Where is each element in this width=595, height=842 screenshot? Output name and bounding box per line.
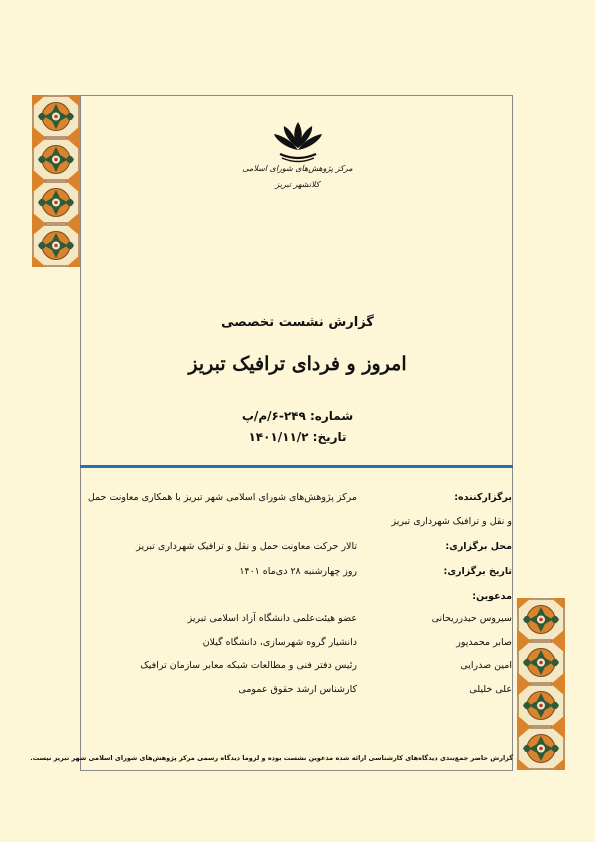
invitee-name: سیروس حیدرریحانی bbox=[431, 613, 512, 624]
invitees-label: مدعوین: bbox=[472, 591, 512, 602]
logo-text-city: کلانشهر تبریز bbox=[275, 180, 320, 189]
report-title: امروز و فردای ترافیک تبریز bbox=[188, 353, 407, 375]
invitee-name: علی خلیلی bbox=[469, 684, 512, 695]
invitee-name: امین صدرایی bbox=[460, 660, 512, 671]
venue-label: محل برگزاری: bbox=[445, 541, 512, 552]
organizer-value-line2: و نقل و ترافیک شهرداری تبریز bbox=[391, 516, 512, 527]
report-number: شماره: ۲۴۹-۶/م/پ bbox=[241, 409, 354, 423]
disclaimer-footnote: گزارش حاضر جمع‌بندی دیدگاه‌های کارشناسی ارائه شده مدعوین نشست بوده و لزوما دیدگاه رسمی مرکز پژوهش‌های شورای اسلامی شهر تبریز نیست. bbox=[30, 754, 513, 762]
invitee-role: عضو هیئت‌علمی دانشگاه آزاد اسلامی تبریز bbox=[187, 613, 357, 624]
invitee-role: کارشناس ارشد حقوق عمومی bbox=[238, 684, 357, 695]
section-divider bbox=[80, 465, 513, 468]
decorative-tile-column-right bbox=[517, 598, 565, 770]
invitee-role: رئیس دفتر فنی و مطالعات شبکه معابر سازمان ترافیک bbox=[140, 660, 357, 671]
report-subtitle: گزارش نشست تخصصی bbox=[221, 315, 374, 330]
invitee-name: صابر محمدپور bbox=[456, 637, 512, 648]
organizer-label: برگزارکننده: bbox=[454, 492, 512, 503]
organizer-value-line1: مرکز پژوهش‌های شورای اسلامی شهر تبریز با همکاری معاونت حمل bbox=[87, 492, 357, 503]
logo-text-center-name: مرکز پژوهش‌های شورای اسلامی bbox=[242, 164, 353, 173]
invitee-role: دانشیار گروه شهرسازی، دانشگاه گیلان bbox=[202, 637, 357, 648]
event-date-value: روز چهارشنبه ۲۸ دی‌ماه ۱۴۰۱ bbox=[239, 566, 357, 577]
report-date: تاریخ: ۱۴۰۱/۱۱/۲ bbox=[248, 430, 347, 444]
venue-value: تالار حرکت معاونت حمل و نقل و ترافیک شهرداری تبریز bbox=[136, 541, 357, 552]
event-date-label: تاریخ برگزاری: bbox=[443, 566, 512, 577]
